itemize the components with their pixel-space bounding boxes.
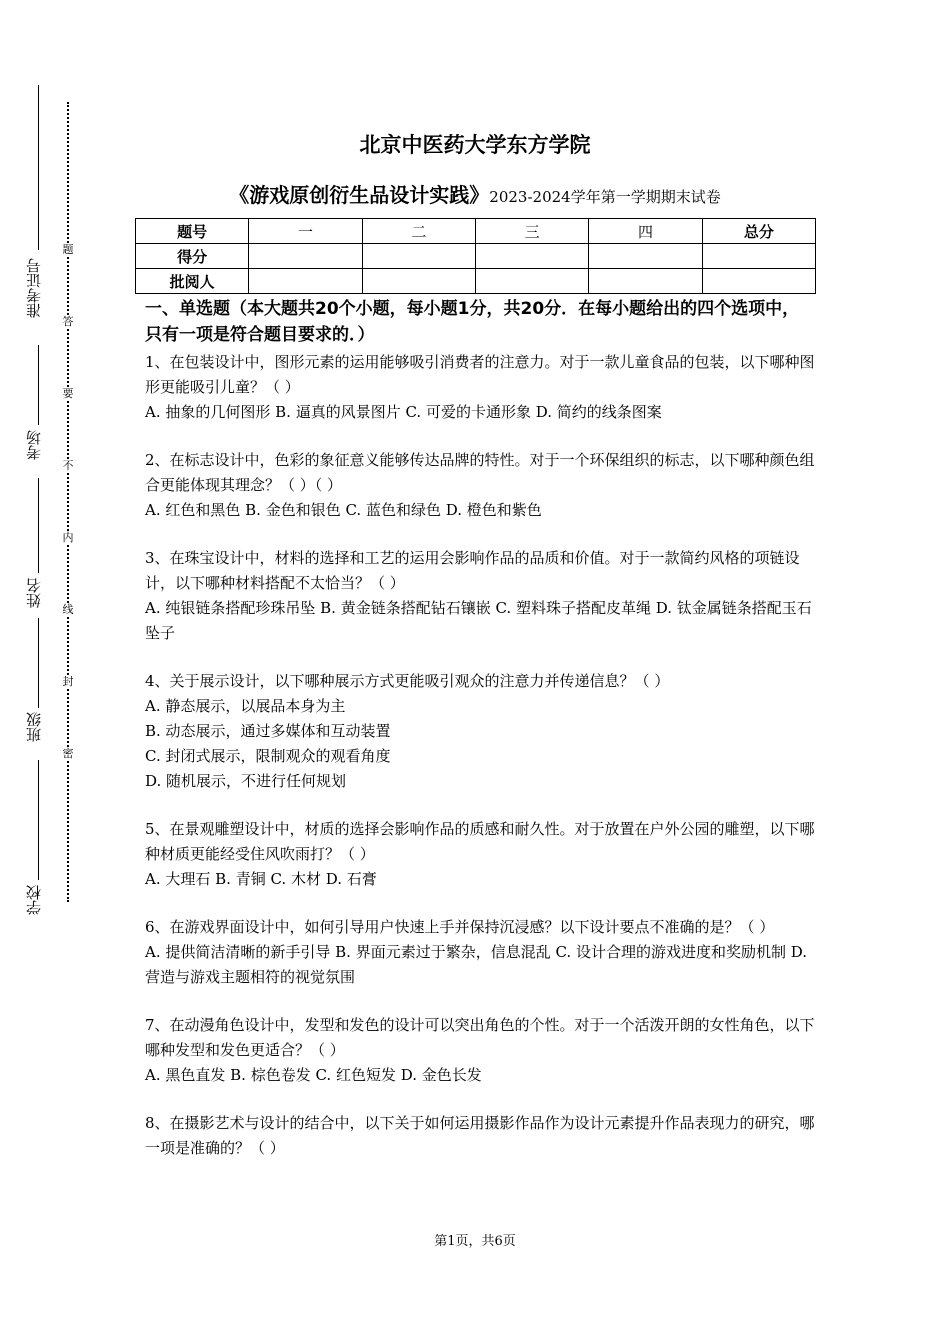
question-line: A. 纯银链条搭配珍珠吊坠 B. 黄金链条搭配钻石镶嵌 C. 塑料珠子搭配皮革绳 D. 钛金属链条搭配玉石坠子 — [145, 599, 812, 642]
seal-char: 密 — [60, 747, 76, 761]
score-table — [135, 218, 816, 294]
seal-char: 线 — [60, 603, 76, 617]
table-cell — [362, 244, 475, 269]
seal-dotted-line — [67, 102, 69, 902]
question — [145, 915, 815, 990]
question — [145, 669, 815, 794]
question — [145, 1013, 815, 1088]
table-cell: 四 — [589, 219, 702, 244]
table-cell — [589, 269, 702, 294]
admission-number-label: 准考证号 — [25, 258, 43, 318]
school-title: 北京中医药大学东方学院 — [359, 133, 591, 157]
name-line — [38, 478, 39, 573]
seal-char: 答 — [60, 315, 76, 329]
exam-room-line — [38, 345, 39, 425]
question-line: 2、在标志设计中，色彩的象征意义能够传达品牌的特性。对于一个环保组织的标志，以下哪种颜色组合更能体现其理念？（ ）（ ） — [145, 451, 815, 494]
question-line: B. 动态展示，通过多媒体和互动装置 — [145, 722, 391, 740]
question-line: 6、在游戏界面设计中，如何引导用户快速上手并保持沉浸感？以下设计要点不准确的是？（ ） — [145, 918, 775, 936]
name-label: 姓名 — [25, 578, 43, 608]
class-label: 班级 — [25, 712, 43, 742]
question — [145, 448, 815, 523]
question-line: D. 随机展示，不进行任何规划 — [145, 772, 347, 790]
question-line: 4、关于展示设计，以下哪种展示方式更能吸引观众的注意力并传递信息？（ ） — [145, 672, 670, 690]
table-cell: 总分 — [702, 219, 815, 244]
term-label: 2023-2024学年第一学期期末试卷 — [489, 188, 721, 206]
question-line: 3、在珠宝设计中，材料的选择和工艺的运用会影响作品的品质和价值。对于一款简约风格的项链设计，以下哪种材料搭配不太恰当？（ ） — [145, 549, 800, 592]
question — [145, 350, 815, 425]
score-table-row — [136, 244, 816, 269]
score-table-header-row — [136, 219, 816, 244]
question-line: 7、在动漫角色设计中，发型和发色的设计可以突出角色的个性。对于一个活泼开朗的女性角色，以下哪种发型和发色更适合？（ ） — [145, 1016, 815, 1059]
table-cell — [249, 269, 362, 294]
table-cell: 题号 — [136, 219, 249, 244]
table-cell — [362, 269, 475, 294]
question-line: A. 抽象的几何图形 B. 逼真的风景图片 C. 可爱的卡通形象 D. 简约的线条图案 — [145, 403, 662, 421]
seal-char: 封 — [60, 675, 76, 689]
course-title: 《游戏原创衍生品设计实践》 — [229, 183, 490, 207]
seal-char: 不 — [60, 459, 76, 473]
table-cell — [249, 244, 362, 269]
table-cell — [702, 244, 815, 269]
question-line: A. 提供简洁清晰的新手引导 B. 界面元素过于繁杂，信息混乱 C. 设计合理的游戏进度和奖励机制 D. 营造与游戏主题相符的视觉氛围 — [145, 943, 807, 986]
school-label: 学校 — [25, 885, 43, 915]
question-line: 5、在景观雕塑设计中，材质的选择会影响作品的质感和耐久性。对于放置在户外公园的雕塑，以下哪种材质更能经受住风吹雨打？（ ） — [145, 820, 815, 863]
table-cell: 批阅人 — [136, 269, 249, 294]
table-cell: 一 — [249, 219, 362, 244]
seal-char: 要 — [60, 387, 76, 401]
table-cell — [475, 269, 588, 294]
seal-char: 题 — [60, 243, 76, 257]
question-line: 1、在包装设计中，图形元素的运用能够吸引消费者的注意力。对于一款儿童食品的包装，以下哪种图形更能吸引儿童？（ ） — [145, 353, 815, 396]
school-line — [38, 760, 39, 880]
question-line: A. 红色和黑色 B. 金色和银色 C. 蓝色和绿色 D. 橙色和紫色 — [145, 501, 542, 519]
exam-subtitle — [0, 180, 950, 212]
question — [145, 546, 815, 646]
question — [145, 1111, 815, 1161]
table-cell: 三 — [475, 219, 588, 244]
page-number: 第1页，共6页 — [434, 1234, 516, 1249]
class-line — [38, 618, 39, 708]
score-table-row — [136, 269, 816, 294]
exam-room-label: 考场 — [25, 430, 43, 460]
question-line: 8、在摄影艺术与设计的结合中，以下关于如何运用摄影作品作为设计元素提升作品表现力的研究，哪一项是准确的？（ ） — [145, 1114, 815, 1157]
question — [145, 817, 815, 892]
table-cell: 得分 — [136, 244, 249, 269]
table-cell — [589, 244, 702, 269]
exam-content — [145, 296, 815, 1184]
question-line: C. 封闭式展示，限制观众的观看角度 — [145, 747, 391, 765]
section-title: 一、单选题（本大题共20个小题，每小题1分，共20分．在每小题给出的四个选项中，只有一项是符合题目要求的．） — [145, 299, 800, 345]
table-cell — [475, 244, 588, 269]
table-cell — [702, 269, 815, 294]
seal-char: 内 — [60, 531, 76, 545]
table-cell: 二 — [362, 219, 475, 244]
question-line: A. 静态展示，以展品本身为主 — [145, 697, 346, 715]
question-line: A. 大理石 B. 青铜 C. 木材 D. 石膏 — [145, 870, 377, 888]
admission-number-line — [38, 85, 39, 250]
question-line: A. 黑色直发 B. 棕色卷发 C. 红色短发 D. 金色长发 — [145, 1066, 482, 1084]
